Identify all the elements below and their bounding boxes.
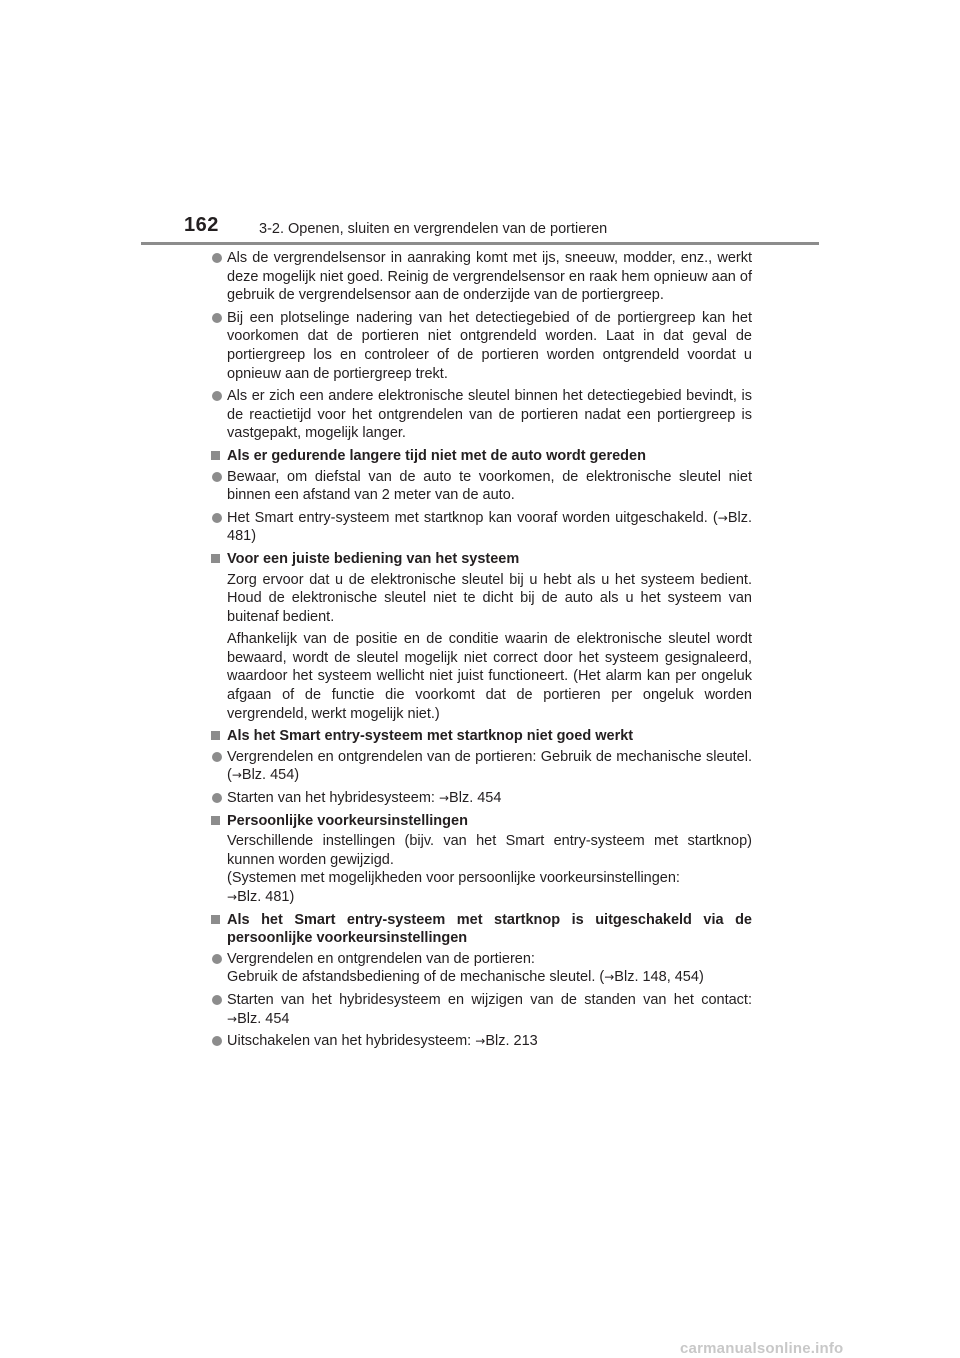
list-item: Starten van het hybridesysteem: →Blz. 454: [211, 789, 752, 808]
bullet-dot-icon: [212, 995, 222, 1005]
list-item: Uitschakelen van het hybridesysteem: →Blz. 213: [211, 1032, 752, 1051]
bullet-dot-icon: [212, 513, 222, 523]
paragraph: Verschillende instellingen (bijv. van het Smart entry-systeem met startknop) kunnen worden gewijzigd. (Systemen met mogelijkheden voor persoonlijke voorkeursinstellingen: →Blz. 481): [227, 833, 752, 905]
page-reference: Blz. 454: [449, 790, 502, 807]
square-bullet-icon: [211, 554, 220, 563]
square-bullet-icon: [211, 451, 220, 460]
page-reference: Blz. 148, 454): [614, 969, 704, 986]
list-item: Als er zich een andere elektronische sleutel binnen het detectiegebied bevindt, is de reactietijd voor het ontgrendelen van de portieren nadat een portiergreep is vastgepakt, mogelijk langer.: [211, 387, 752, 443]
page-header: [0, 0, 960, 250]
arrow-right-icon: →: [231, 768, 242, 783]
arrow-right-icon: →: [438, 791, 450, 806]
header-divider: [141, 242, 819, 245]
page-reference: Blz. 454): [241, 767, 300, 784]
arrow-right-icon: →: [604, 970, 615, 985]
section-heading: Als het Smart entry-systeem met startknop niet goed werkt: [211, 727, 752, 746]
section-title: 3-2. Openen, sluiten en vergrendelen van de portieren: [259, 221, 608, 237]
section-heading: Persoonlijke voorkeursinstellingen: [211, 812, 752, 831]
bullet-dot-icon: [212, 752, 222, 762]
bullet-dot-icon: [212, 313, 222, 323]
page-reference: Blz. 454: [237, 1010, 290, 1027]
paragraph: Afhankelijk van de positie en de conditie waarin de elektronische sleutel wordt bewaard, wordt de sleutel mogelijk niet correct door het systeem gesignaleerd, waardoor het systeem wellicht niet juist functioneert. (Het alarm kan per ongeluk afgaan of de functie die voorkomt dat de portieren per ongeluk worden vergrendeld, werkt mogelijk niet.): [227, 631, 752, 722]
page-reference: Blz. 213: [485, 1033, 538, 1050]
paragraph: Zorg ervoor dat u de elektronische sleutel bij u hebt als u het systeem bedient. Houd de elektronische sleutel niet te dicht bij de auto als u het systeem van buitenaf bedient.: [227, 571, 752, 625]
bullet-dot-icon: [212, 1036, 222, 1046]
bullet-dot-icon: [212, 793, 222, 803]
list-item: Het Smart entry-systeem met startknop kan vooraf worden uitgeschakeld. (→Blz. 481): [211, 509, 752, 546]
page-reference: Blz. 481): [227, 509, 752, 545]
bullet-dot-icon: [212, 472, 222, 482]
square-bullet-icon: [211, 915, 220, 924]
page-reference: Blz. 481): [237, 889, 295, 905]
bullet-dot-icon: [212, 391, 222, 401]
list-item: Starten van het hybridesysteem en wijzigen van de standen van het contact: →Blz. 454: [211, 991, 752, 1028]
list-item: Vergrendelen en ontgrendelen van de portieren: Gebruik de afstandsbediening of de mechanische sleutel. (→Blz. 148, 454): [211, 950, 752, 987]
section-heading: Voor een juiste bediening van het systeem: [211, 550, 752, 569]
list-item: Bewaar, om diefstal van de auto te voorkomen, de elektronische sleutel niet binnen een afstand van 2 meter van de auto.: [211, 468, 752, 505]
list-item: Vergrendelen en ontgrendelen van de portieren: Gebruik de mechanische sleutel. (→Blz. 454): [211, 748, 752, 785]
arrow-right-icon: →: [227, 1011, 238, 1026]
section-heading: Als er gedurende langere tijd niet met de auto wordt gereden: [211, 447, 752, 466]
arrow-right-icon: →: [227, 890, 238, 904]
bullet-dot-icon: [212, 954, 222, 964]
arrow-right-icon: →: [717, 510, 728, 525]
square-bullet-icon: [211, 731, 220, 740]
section-heading: Als het Smart entry-systeem met startknop is uitgeschakeld via de persoonlijke voorkeursinstellingen: [211, 911, 752, 948]
list-item: Als de vergrendelsensor in aanraking komt met ijs, sneeuw, modder, enz., werkt deze mogelijk niet goed. Reinig de vergrendelsensor en raak hem opnieuw aan of gebruik de vergrendelsensor aan de onderzijde van de portiergreep.: [211, 249, 752, 305]
list-item: Bij een plotselinge nadering van het detectiegebied of de portiergreep kan het voorkomen dat de portieren niet ontgrendeld worden. Laat in dat geval de portiergreep los en controleer of de portieren worden ontgrendeld voordat u opnieuw aan de portiergreep trekt.: [211, 309, 752, 383]
bullet-dot-icon: [212, 253, 222, 263]
square-bullet-icon: [211, 816, 220, 825]
page-content: [211, 249, 752, 1055]
page-number: 162: [184, 214, 219, 236]
arrow-right-icon: →: [475, 1034, 486, 1049]
watermark: carmanualsonline.info: [680, 1340, 844, 1357]
